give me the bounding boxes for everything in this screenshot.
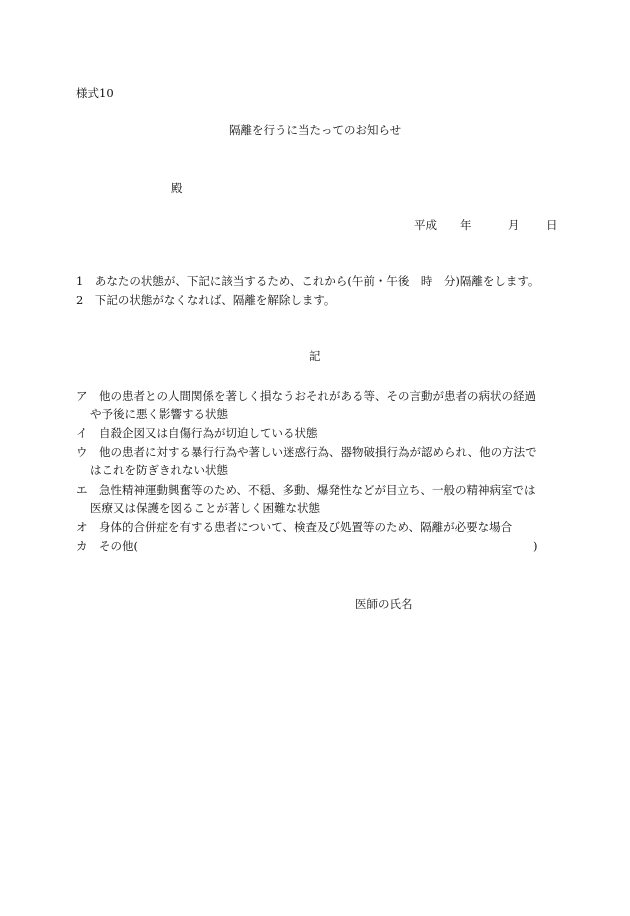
condition-u-line-2: はこれを防ぎきれない状態: [90, 463, 228, 477]
condition-e-line-1: エ 急性精神運動興奮等のため、不穏、多動、爆発性などが目立ち、一般の精神病室では: [76, 483, 536, 497]
condition-a-line-2: や予後に悪く影響する状態: [90, 407, 228, 421]
condition-e-line-2: 医療又は保護を図ることが著しく困難な状態: [90, 501, 320, 515]
doctor-name-label: 医師の氏名: [355, 597, 413, 611]
ki-heading: 記: [309, 349, 321, 363]
condition-a-line-1: ア 他の患者との人間関係を著しく損なうおそれがある等、その言動が患者の病状の経過: [76, 389, 536, 403]
condition-i: イ 自殺企図又は自傷行為が切迫している状態: [76, 426, 318, 440]
date-year-unit: 年: [460, 218, 472, 232]
date-month-unit: 月: [508, 218, 520, 232]
condition-ka-open: カ その他(: [76, 539, 138, 553]
condition-ka: [76, 539, 538, 553]
condition-o: オ 身体的合併症を有する患者について、検査及び処置等のため、隔離が必要な場合: [76, 520, 513, 534]
date-day-unit: 日: [546, 218, 558, 232]
date-era: 平成: [414, 218, 437, 232]
notice-item-1: 1 あなたの状態が、下記に該当するため、これから(午前・午後 時 分)隔離をします。: [76, 274, 540, 288]
notice-item-2: 2 下記の状態がなくなれば、隔離を解除します。: [76, 293, 336, 307]
document-title: 隔離を行うに当たってのお知らせ: [229, 123, 402, 137]
condition-u-line-1: ウ 他の患者に対する暴行行為や著しい迷惑行為、器物破損行為が認められ、他の方法で: [76, 445, 537, 459]
addressee-honorific: 殿: [171, 181, 183, 195]
date-line: [414, 218, 558, 232]
form-number: 様式10: [76, 86, 114, 100]
condition-ka-close: ): [533, 539, 538, 553]
